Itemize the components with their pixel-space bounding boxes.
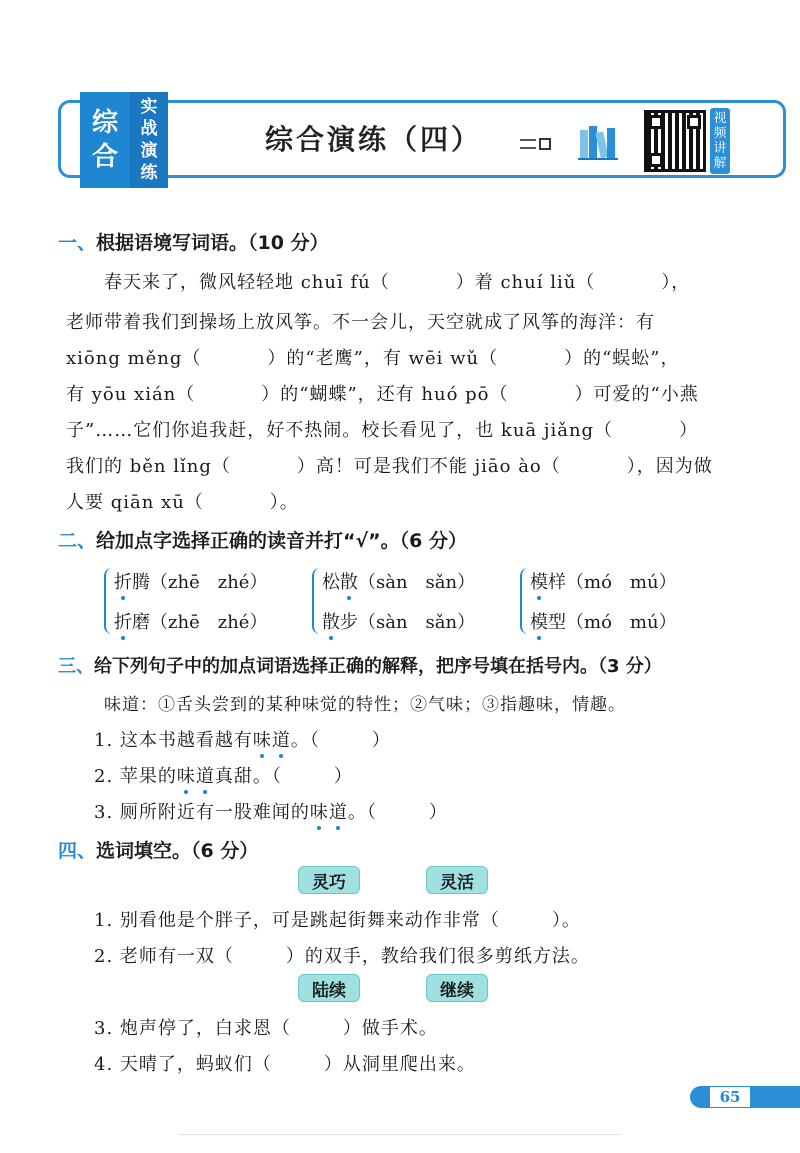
video-tag-char: 视	[713, 111, 727, 126]
passage-text: ）的“蝴蝶”，还有 huó pō（	[261, 384, 509, 405]
passage-line	[66, 416, 698, 442]
passage-line	[66, 488, 299, 514]
dotted-char: 道	[271, 730, 291, 751]
question-item	[94, 1050, 476, 1076]
definition-text: 味道：①舌头尝到的某种味觉的特性；②气味；③指趣味，情趣。	[104, 695, 626, 715]
question-text: ）	[428, 802, 448, 823]
question-text: 1. 别看他是个胖子，可是跳起街舞来动作非常（	[94, 910, 500, 931]
question-item	[94, 726, 391, 752]
passage-text: ）	[679, 420, 699, 441]
question-text: ）	[371, 730, 391, 751]
question-item	[94, 1014, 438, 1040]
passage-text: 人要 qiān xū（	[66, 492, 204, 513]
section-2-heading	[58, 526, 467, 553]
word-char: 型	[548, 612, 566, 633]
dotted-char: 散	[322, 612, 340, 633]
dotted-char: 味	[176, 766, 196, 787]
question-item	[94, 942, 590, 968]
badge-char: 演	[140, 141, 158, 161]
section-number: 一、	[58, 232, 97, 254]
passage-text: ）的“蜈蚣”，	[564, 348, 680, 369]
word-char: 松	[322, 572, 340, 593]
passage-line	[104, 268, 690, 294]
section-title: 给下列句子中的加点词语选择正确的解释，把序号填在括号内。（3 分）	[94, 656, 662, 677]
badge-char: 综	[91, 108, 118, 138]
passage-text: ）可爱的“小燕	[574, 384, 699, 405]
section-number: 二、	[58, 530, 97, 552]
passage-text: ），因为做	[626, 456, 713, 477]
dotted-char	[253, 730, 291, 751]
dotted-char: 味	[252, 730, 272, 751]
mini-qr-icon	[520, 137, 554, 151]
question-text: 2. 苹果的	[94, 766, 177, 787]
dotted-char: 折	[114, 572, 132, 593]
section-number: 四、	[58, 840, 97, 862]
passage-text: 老师带着我们到操场上放风筝。不一会儿，天空就成了风筝的海洋：有	[66, 312, 655, 333]
passage-text: ）的“老鹰”，有 wēi wǔ（	[267, 348, 499, 369]
dotted-char: 模	[530, 572, 548, 593]
passage-line	[66, 452, 713, 478]
question-text: 。（	[347, 802, 377, 823]
question-text: 3. 厕所附近有一股难闻的	[94, 802, 310, 823]
dotted-char: 折	[114, 612, 132, 633]
passage-text: 我们的 běn lǐng（	[66, 456, 231, 477]
video-tag-char: 讲	[713, 141, 727, 156]
word-choice-jixu[interactable]: 继续	[426, 974, 488, 1002]
dotted-word	[253, 730, 291, 751]
pinyin-options: （sàn sǎn）	[358, 612, 476, 633]
page-number: 65	[710, 1087, 750, 1107]
question-text: ）的双手，教给我们很多剪纸方法。	[285, 946, 590, 967]
pinyin-row[interactable]	[322, 568, 475, 594]
passage-text: 子”……它们你追我赶，好不热闹。校长看见了，也 kuā jiǎng（	[66, 420, 614, 441]
brace	[104, 568, 114, 634]
question-item	[94, 762, 353, 788]
passage-text: 春天来了，微风轻轻地 chuī fú（	[104, 272, 390, 293]
pinyin-row[interactable]	[114, 568, 267, 594]
pinyin-options: （zhē zhé）	[150, 572, 268, 593]
pinyin-row[interactable]	[530, 568, 677, 594]
question-text: 1. 这本书越看越有	[94, 730, 253, 751]
pinyin-group	[104, 564, 284, 640]
word-char: 步	[340, 612, 358, 633]
passage-text: ）。	[269, 492, 299, 513]
passage-text: 有 yōu xián（	[66, 384, 196, 405]
question-text: 。（	[290, 730, 320, 751]
pinyin-options: （sàn sǎn）	[358, 572, 476, 593]
passage-text: ），	[661, 272, 691, 293]
pinyin-row[interactable]	[322, 608, 475, 634]
section-title: 给加点字选择正确的读音并打“√”。（6 分）	[96, 530, 467, 552]
passage-line	[66, 344, 680, 370]
passage-text: xiōng měng（	[66, 348, 202, 369]
section-number: 三、	[58, 656, 94, 677]
section-1-heading	[58, 228, 329, 255]
question-text: 4. 天晴了，蚂蚁们（	[94, 1054, 272, 1075]
pinyin-row[interactable]	[114, 608, 267, 634]
dotted-word	[177, 766, 215, 787]
books-icon	[578, 122, 618, 162]
question-text: ）。	[551, 910, 581, 931]
badge-char: 合	[91, 142, 118, 172]
pinyin-group	[520, 564, 700, 640]
pinyin-group	[312, 564, 492, 640]
word-char: 样	[548, 572, 566, 593]
word-char: 磨	[132, 612, 150, 633]
word-char: 腾	[132, 572, 150, 593]
brace	[520, 568, 530, 634]
word-choice-linghuo[interactable]: 灵活	[426, 866, 488, 894]
word-choice-luxu[interactable]: 陆续	[298, 974, 360, 1002]
badge-shizhan-yanlian	[130, 92, 168, 188]
dotted-char: 味	[309, 802, 329, 823]
video-lesson-tag[interactable]	[710, 108, 730, 174]
brace	[312, 568, 322, 634]
section-4-heading	[58, 836, 258, 863]
question-text: 2. 老师有一双（	[94, 946, 234, 967]
video-tag-char: 频	[713, 126, 727, 141]
page-title: 综合演练（四）	[265, 123, 483, 156]
question-text: 真甜。（	[214, 766, 282, 787]
section-3-heading	[58, 652, 662, 678]
question-item	[94, 798, 448, 824]
badge-char: 战	[140, 119, 158, 139]
video-tag-char: 解	[713, 156, 727, 171]
question-text: 3. 炮声停了，白求恩（	[94, 1018, 291, 1039]
dotted-char: 散	[340, 572, 358, 593]
question-text: ）	[333, 766, 353, 787]
dotted-char: 模	[530, 612, 548, 633]
section-title: 根据语境写词语。（10 分）	[96, 232, 329, 254]
passage-line	[66, 308, 655, 334]
pinyin-options: （zhē zhé）	[150, 612, 268, 633]
badge-zonghe	[80, 92, 130, 188]
word-choice-lingqiao[interactable]: 灵巧	[298, 866, 360, 894]
footer-divider	[180, 1134, 620, 1147]
badge-char: 实	[140, 97, 158, 117]
question-item	[94, 906, 581, 932]
passage-text: ）着 chuí liǔ（	[455, 272, 596, 293]
question-text: ）从洞里爬出来。	[323, 1054, 476, 1075]
passage-line	[66, 380, 699, 406]
passage-text: ）高！可是我们不能 jiāo ào（	[296, 456, 561, 477]
dotted-char: 道	[328, 802, 348, 823]
section-title: 选词填空。（6 分）	[96, 840, 259, 862]
pinyin-row[interactable]	[530, 608, 677, 634]
dotted-char: 道	[195, 766, 215, 787]
question-text: ）做手术。	[342, 1018, 438, 1039]
pinyin-options: （mó mú）	[566, 572, 677, 593]
badge-char: 练	[140, 163, 158, 183]
qr-code-icon[interactable]	[644, 110, 706, 172]
pinyin-options: （mó mú）	[566, 612, 677, 633]
dotted-word	[310, 802, 348, 823]
